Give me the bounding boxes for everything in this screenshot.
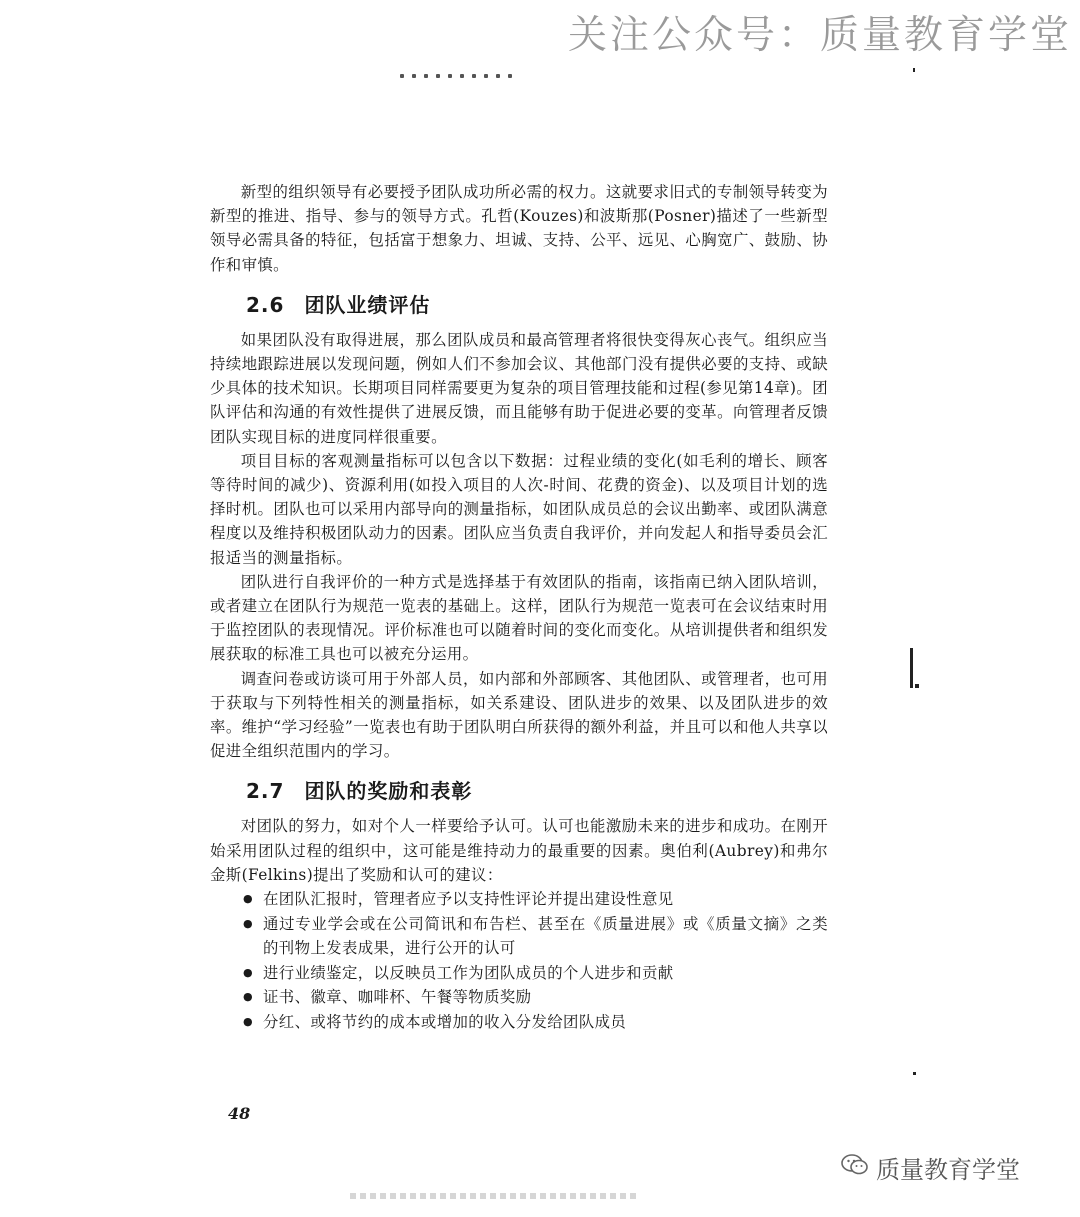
paragraph: 如果团队没有取得进展，那么团队成员和最高管理者将很快变得灰心丧气。组织应当持续地跟踪进展以发现问题，例如人们不参加会议、其他部门没有提供必要的支持、或缺少具体的技术知识。长期项目同样需要更为复杂的项目管理技能和过程(参见第14章)。团队评估和沟通的有效性提供了进展反馈，而且能够有助于促进必要的变革。向管理者反馈团队实现目标的进度同样很重要。 <box>210 330 828 446</box>
paragraph: 调查问卷或访谈可用于外部人员，如内部和外部顾客、其他团队、或管理者，也可用于获取与下列特性相关的测量指标，如关系建设、团队进步的效果、以及团队进步的效率。维护“学习经验”一览表也有助于团队明白所获得的额外利益，并且可以和他人共享以促进全组织范围内的学习。 <box>210 669 828 761</box>
paragraph: 对团队的努力，如对个人一样要给予认可。认可也能激励未来的进步和成功。在刚开始采用团队过程的组织中，这可能是维持动力的最重要的因素。奥伯利(Aubrey)和弗尔金斯(Felkins)提出了奖励和认可的建议： <box>210 817 828 884</box>
margin-mark <box>910 648 913 688</box>
list-item: ● 分红、或将节约的成本或增加的收入分发给团队成员 <box>210 1010 828 1035</box>
list-item: ● 进行业绩鉴定，以反映员工作为团队成员的个人进步和贡献 <box>210 961 828 986</box>
section-heading-2-7 <box>246 775 828 804</box>
section-number: 2.7 <box>246 779 285 804</box>
footer-watermark <box>840 1150 1020 1185</box>
section-heading-2-6 <box>246 289 828 318</box>
list-item: ● 通过专业学会或在公司简讯和布告栏、甚至在《质量进展》或《质量文摘》之类的刊物上发表成果，进行公开的认可 <box>210 912 828 961</box>
wechat-icon <box>840 1152 870 1184</box>
paragraph: 项目目标的客观测量指标可以包含以下数据：过程业绩的变化(如毛利的增长、顾客等待时间的减少)、资源利用(如投入项目的人次-时间、花费的资金)、以及项目计划的选择时机。团队也可以采用内部导向的测量指标，如团队成员总的会议出勤率、或团队满意程度以及维持积极团队动力的因素。团队应当负责自我评价，并向发起人和指导委员会汇报适当的测量指标。 <box>210 451 828 567</box>
page-number: 48 <box>228 1104 251 1123</box>
scan-artifact <box>350 1193 640 1199</box>
section-number: 2.6 <box>246 292 285 317</box>
margin-mark <box>913 1072 916 1075</box>
watermark-top: 关注公众号：质量教育学堂 <box>567 13 1072 58</box>
list-item: ● 在团队汇报时，管理者应予以支持性评论并提出建设性意见 <box>210 887 828 912</box>
section-title: 团队的奖励和表彰 <box>304 779 473 804</box>
margin-mark <box>915 684 919 688</box>
scan-artifact <box>400 63 600 69</box>
section-title: 团队业绩评估 <box>304 292 431 317</box>
page-content <box>210 180 828 1035</box>
list-item: ● 证书、徽章、咖啡杯、午餐等物质奖励 <box>210 985 828 1010</box>
intro-paragraph: 新型的组织领导有必要授予团队成功所必需的权力。这就要求旧式的专制领导转变为新型的推进、指导、参与的领导方式。孔哲(Kouzes)和波斯那(Posner)描述了一些新型领导必需具备的特征，包括富于想象力、坦诚、支持、公平、远见、心胸宽广、鼓励、协作和审慎。 <box>210 183 828 274</box>
margin-mark <box>913 68 915 72</box>
footer-watermark-text: 质量教育学堂 <box>876 1156 1020 1184</box>
paragraph: 团队进行自我评价的一种方式是选择基于有效团队的指南，该指南已纳入团队培训，或者建立在团队行为规范一览表的基础上。这样，团队行为规范一览表可在会议结束时用于监控团队的表现情况。评价标准也可以随着时间的变化而变化。从培训提供者和组织发展获取的标准工具也可以被充分运用。 <box>210 572 828 664</box>
bullet-list <box>210 887 828 1035</box>
